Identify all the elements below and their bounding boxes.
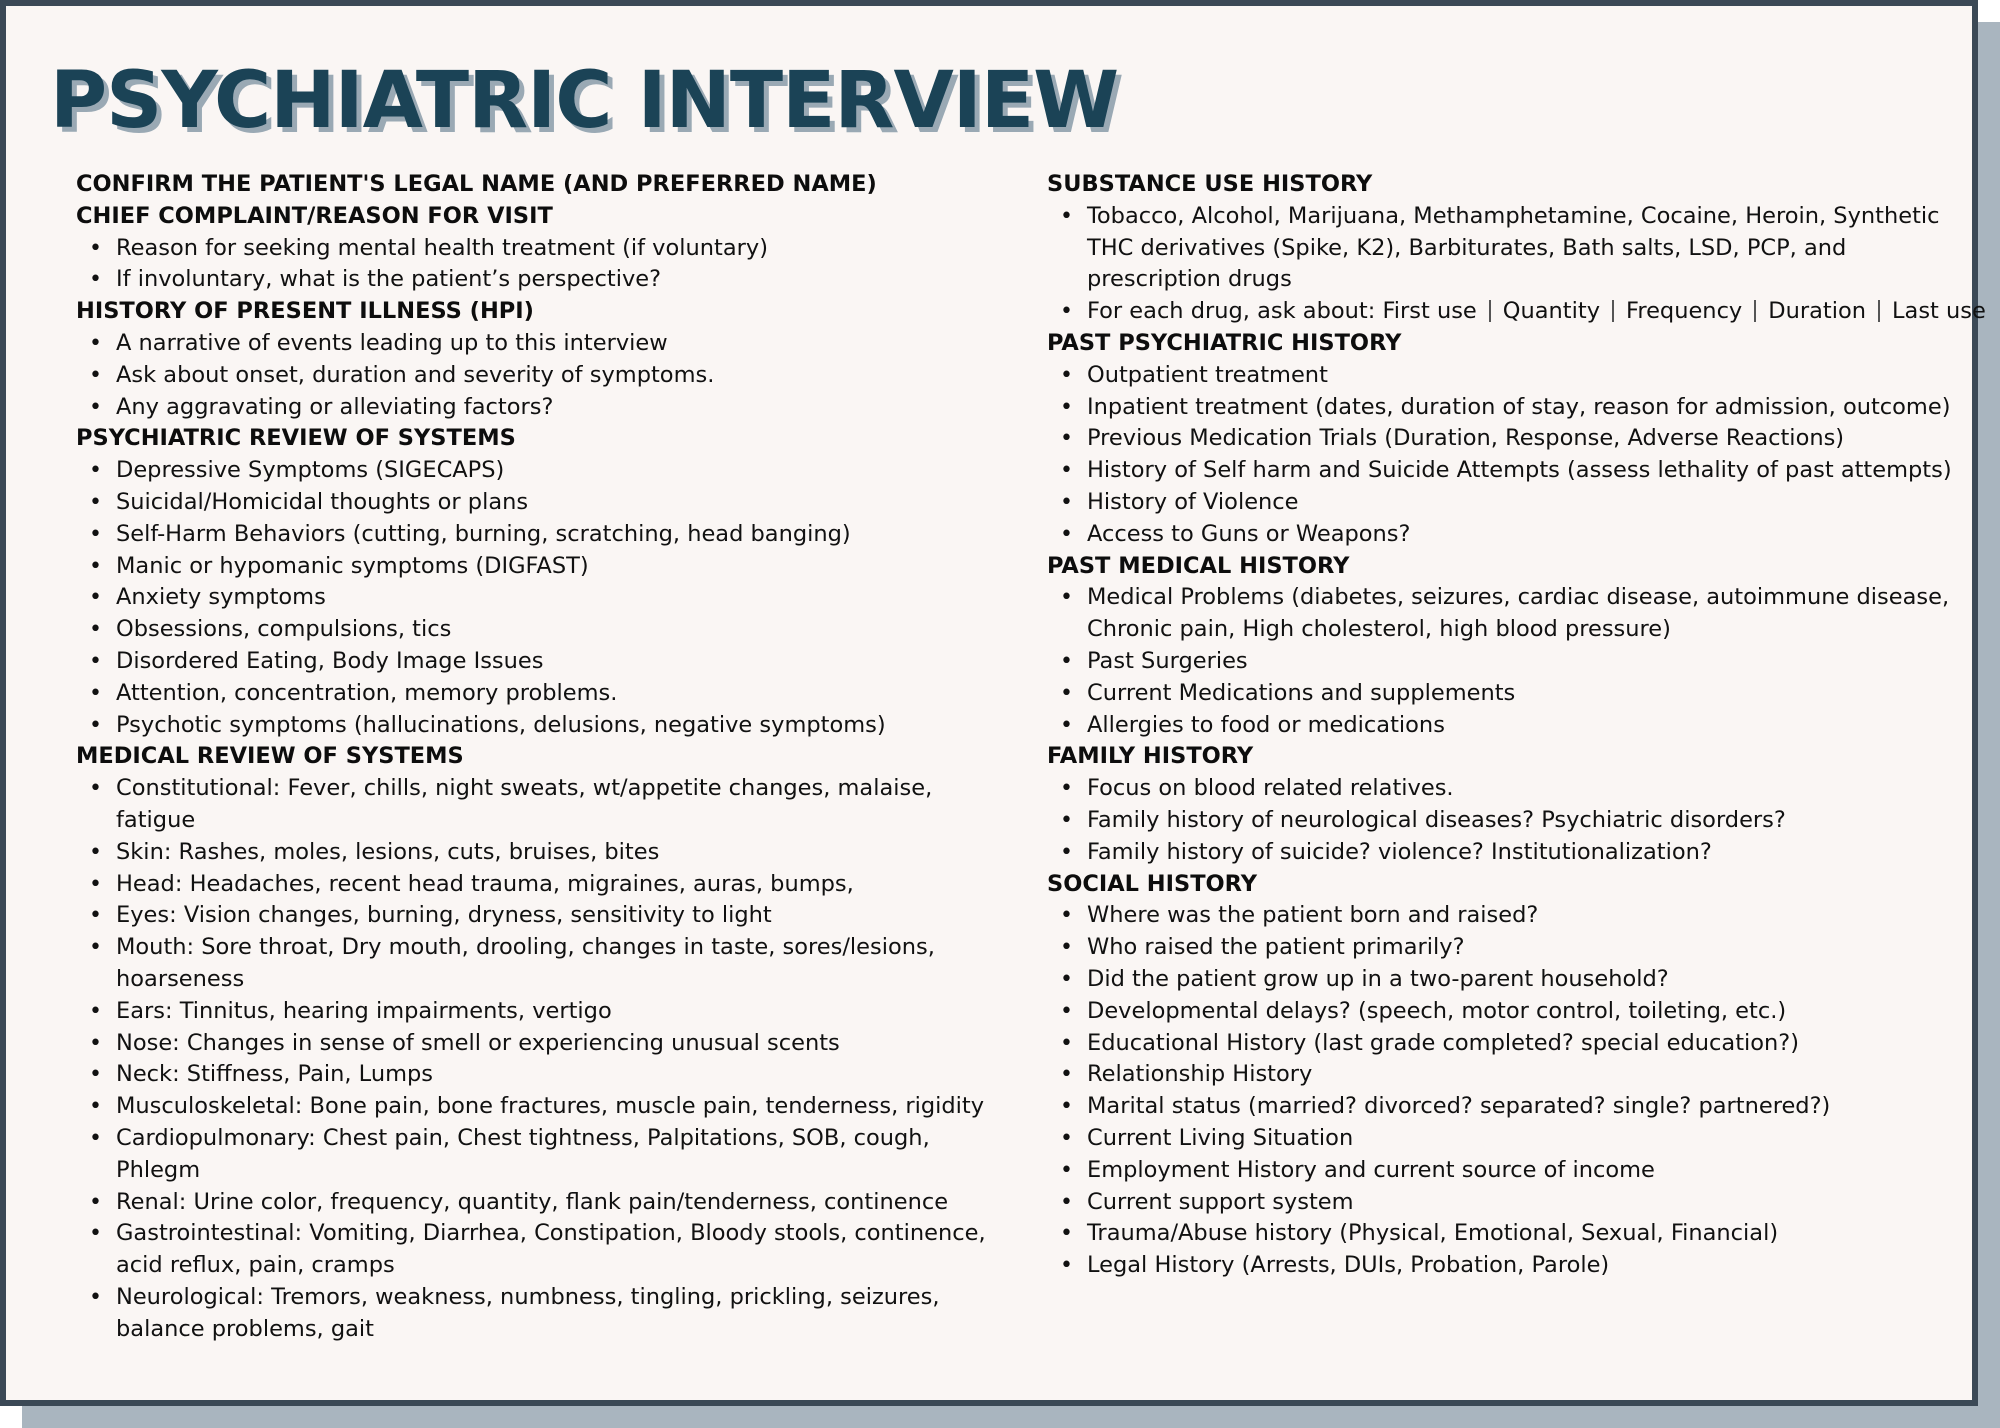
- list-item: • Access to Guns or Weapons?: [1047, 519, 1952, 551]
- list-item: • Employment History and current source of income: [1047, 1155, 1952, 1187]
- bullet-icon: •: [89, 362, 102, 388]
- bullet-icon: •: [1060, 776, 1073, 802]
- bullet-icon: •: [1060, 712, 1073, 738]
- list-item: • Developmental delays? (speech, motor control, toileting, etc.): [1047, 996, 1952, 1028]
- list-item: • Neurological: Tremors, weakness, numbness, tingling, prickling, seizures, balance problems, gait: [89, 1283, 940, 1342]
- bullet-icon: •: [1060, 839, 1073, 865]
- list-item: • History of Self harm and Suicide Attempts (assess lethality of past attempts): [1047, 455, 1952, 487]
- bullet-list: [76, 773, 1016, 1345]
- list-item: • Educational History (last grade completed? special education?): [1047, 1028, 1952, 1060]
- list-item: • A narrative of events leading up to this interview: [76, 328, 1016, 360]
- bullet-icon: •: [1060, 1062, 1073, 1088]
- list-item: • If involuntary, what is the patient’s perspective?: [76, 264, 1016, 296]
- list-item: • Musculoskeletal: Bone pain, bone fractures, muscle pain, tenderness, rigidity: [76, 1091, 1016, 1123]
- list-item: • Outpatient treatment: [1047, 360, 1952, 392]
- page-title: PSYCHIATRIC INTERVIEW: [50, 56, 1119, 146]
- list-item: • Anxiety symptoms: [76, 582, 1016, 614]
- list-item: • Mouth: Sore throat, Dry mouth, drooling, changes in taste, sores/lesions, hoarseness: [89, 934, 935, 992]
- bullet-icon: •: [89, 267, 102, 293]
- section-heading: CONFIRM THE PATIENT'S LEGAL NAME (AND PREFERRED NAME): [76, 171, 877, 197]
- section-heading: MEDICAL REVIEW OF SYSTEMS: [76, 743, 464, 770]
- list-item: • Reason for seeking mental health treatment (if voluntary): [76, 233, 1016, 265]
- list-item: • Trauma/Abuse history (Physical, Emotional, Sexual, Financial): [1047, 1218, 1952, 1250]
- bullet-icon: •: [1060, 426, 1073, 452]
- section-heading: SUBSTANCE USE HISTORY: [1047, 171, 1373, 197]
- bullet-icon: •: [89, 235, 102, 261]
- bullet-icon: •: [1060, 203, 1073, 229]
- list-item: • Past Surgeries: [1047, 646, 1952, 678]
- list-item: • Nose: Changes in sense of smell or experiencing unusual scents: [76, 1028, 1016, 1060]
- list-item: • Neck: Stiffness, Pain, Lumps: [76, 1059, 1016, 1091]
- bullet-icon: •: [1060, 1030, 1073, 1056]
- bullet-list: [76, 233, 1016, 297]
- section-chief-complaint: [76, 201, 1016, 296]
- list-item: • Who raised the patient primarily?: [1047, 932, 1952, 964]
- section-legal-name: [76, 169, 1016, 201]
- list-item: • Constitutional: Fever, chills, night sweats, wt/appetite changes, malaise, fatigue: [89, 775, 933, 833]
- bullet-icon: •: [1060, 299, 1073, 325]
- list-item: • Eyes: Vision changes, burning, dryness, sensitivity to light: [76, 900, 1016, 932]
- bullet-icon: •: [1060, 394, 1073, 420]
- list-item: • Skin: Rashes, moles, lesions, cuts, bruises, bites: [76, 837, 1016, 869]
- section-heading: PAST MEDICAL HISTORY: [1047, 552, 1350, 579]
- bullet-icon: •: [89, 458, 102, 484]
- bullet-icon: •: [1060, 807, 1073, 833]
- list-item: • Cardiopulmonary: Chest pain, Chest tightness, Palpitations, SOB, cough, Phlegm: [89, 1124, 930, 1183]
- bullet-list: [1047, 360, 1952, 551]
- list-item: • Medical Problems (diabetes, seizures, cardiac disease, autoimmune disease, Chronic pain, High cholesterol, high blood pressure): [1060, 584, 1950, 643]
- bullet-icon: •: [1060, 1189, 1073, 1215]
- list-item: • Current Medications and supplements: [1047, 678, 1952, 710]
- bullet-icon: •: [89, 648, 102, 674]
- bullet-icon: •: [1060, 966, 1073, 992]
- bullet-icon: •: [1060, 680, 1073, 706]
- bullet-icon: •: [89, 394, 102, 420]
- bullet-icon: •: [89, 330, 102, 356]
- bullet-icon: •: [1060, 362, 1073, 388]
- separator: [1612, 300, 1614, 322]
- bullet-icon: •: [89, 1284, 102, 1310]
- bullet-icon: •: [1060, 1253, 1073, 1279]
- bullet-list: [76, 455, 1016, 741]
- list-item: • Family history of neurological diseases? Psychiatric disorders?: [1047, 805, 1952, 837]
- right-column: [1047, 169, 1986, 1282]
- list-item: • Family history of suicide? violence? Institutionalization?: [1047, 837, 1952, 869]
- list-item: • Attention, concentration, memory problems.: [76, 678, 1016, 710]
- bullet-icon: •: [89, 871, 102, 897]
- bullet-icon: •: [89, 776, 102, 802]
- bullet-icon: •: [1060, 489, 1073, 515]
- list-item: • History of Violence: [1047, 487, 1952, 519]
- list-item: • Psychotic symptoms (hallucinations, delusions, negative symptoms): [76, 710, 1016, 742]
- bullet-list: [1047, 582, 1952, 741]
- bullet-icon: •: [89, 1062, 102, 1088]
- bullet-icon: •: [1060, 521, 1073, 547]
- bullet-icon: •: [89, 935, 102, 961]
- bullet-icon: •: [1060, 903, 1073, 929]
- bullet-icon: •: [1060, 1221, 1073, 1247]
- list-item: • Focus on blood related relatives.: [1047, 773, 1952, 805]
- bullet-icon: •: [89, 1094, 102, 1120]
- bullet-icon: •: [89, 1125, 102, 1151]
- bullet-list: [76, 328, 1016, 423]
- section-hpi: [76, 296, 1016, 423]
- bullet-icon: •: [1060, 998, 1073, 1024]
- list-item: • Ask about onset, duration and severity of symptoms.: [76, 360, 1016, 392]
- section-heading: FAMILY HISTORY: [1047, 743, 1254, 770]
- list-item: • Tobacco, Alcohol, Marijuana, Methamphetamine, Cocaine, Heroin, Synthetic THC derivatives (Spike, K2), Barbiturates, Bath salts, LSD, PCP, and prescription drugs: [1060, 202, 1940, 293]
- left-column: [76, 169, 1016, 1345]
- bullet-icon: •: [89, 553, 102, 579]
- list-item: • Depressive Symptoms (SIGECAPS): [76, 455, 1016, 487]
- separator: [1754, 300, 1756, 322]
- section-psychiatric-ros: [76, 423, 1016, 741]
- section-substance-use: [1047, 169, 1986, 328]
- section-heading: SOCIAL HISTORY: [1047, 870, 1258, 897]
- list-item: • Current Living Situation: [1047, 1123, 1952, 1155]
- bullet-icon: •: [89, 839, 102, 865]
- bullet-icon: •: [1060, 648, 1073, 674]
- list-item: • Renal: Urine color, frequency, quantity, flank pain/tenderness, continence: [76, 1187, 1016, 1219]
- section-past-psychiatric: [1047, 328, 1952, 551]
- bullet-icon: •: [89, 1189, 102, 1215]
- separator: [1489, 300, 1491, 322]
- list-item: • Legal History (Arrests, DUIs, Probation, Parole): [1047, 1250, 1952, 1282]
- bullet-icon: •: [1060, 1157, 1073, 1183]
- bullet-list: [1047, 900, 1952, 1282]
- separator: [1878, 300, 1880, 322]
- bullet-icon: •: [89, 617, 102, 643]
- list-item: • Previous Medication Trials (Duration, Response, Adverse Reactions): [1047, 423, 1952, 455]
- list-item: • Where was the patient born and raised?: [1047, 900, 1952, 932]
- bullet-icon: •: [1060, 1094, 1073, 1120]
- bullet-icon: •: [89, 998, 102, 1024]
- list-item: • Marital status (married? divorced? separated? single? partnered?): [1047, 1091, 1952, 1123]
- list-item: • Did the patient grow up in a two-parent household?: [1047, 964, 1952, 996]
- list-item: • Current support system: [1047, 1187, 1952, 1219]
- bullet-icon: •: [1060, 458, 1073, 484]
- section-social-history: [1047, 869, 1952, 1282]
- section-heading: HISTORY OF PRESENT ILLNESS (HPI): [76, 298, 534, 325]
- bullet-icon: •: [89, 712, 102, 738]
- bullet-list: [1047, 201, 1986, 328]
- section-heading: PAST PSYCHIATRIC HISTORY: [1047, 329, 1402, 356]
- bullet-icon: •: [89, 903, 102, 929]
- list-item: • Gastrointestinal: Vomiting, Diarrhea, Constipation, Bloody stools, continence, acid reflux, pain, cramps: [89, 1220, 986, 1279]
- bullet-icon: •: [89, 1221, 102, 1247]
- list-item: • Self-Harm Behaviors (cutting, burning, scratching, head banging): [76, 519, 1016, 551]
- list-item: • Ears: Tinnitus, hearing impairments, vertigo: [76, 996, 1016, 1028]
- bullet-icon: •: [89, 489, 102, 515]
- list-item: • Relationship History: [1047, 1059, 1952, 1091]
- section-heading: CHIEF COMPLAINT/REASON FOR VISIT: [76, 202, 553, 229]
- bullet-icon: •: [89, 585, 102, 611]
- list-item: • Allergies to food or medications: [1047, 710, 1952, 742]
- bullet-icon: •: [1060, 585, 1073, 611]
- bullet-icon: •: [1060, 935, 1073, 961]
- section-past-medical: [1047, 551, 1952, 742]
- bullet-icon: •: [1060, 1125, 1073, 1151]
- list-item: • Manic or hypomanic symptoms (DIGFAST): [76, 551, 1016, 583]
- section-heading: PSYCHIATRIC REVIEW OF SYSTEMS: [76, 425, 516, 452]
- list-item: • Inpatient treatment (dates, duration of stay, reason for admission, outcome): [1047, 392, 1952, 424]
- bullet-icon: •: [89, 680, 102, 706]
- list-item: • Obsessions, compulsions, tics: [76, 614, 1016, 646]
- list-item-drug-questions: • For each drug, ask about: First use Quantity Frequency Duration Last use: [1047, 296, 1952, 328]
- list-item: • Head: Headaches, recent head trauma, migraines, auras, bumps,: [76, 869, 1016, 901]
- section-medical-ros: [76, 741, 1016, 1345]
- bullet-icon: •: [89, 1030, 102, 1056]
- section-family-history: [1047, 741, 1952, 868]
- list-item: • Disordered Eating, Body Image Issues: [76, 646, 1016, 678]
- bullet-list: [1047, 773, 1952, 868]
- list-item: • Any aggravating or alleviating factors?: [76, 392, 1016, 424]
- list-item: • Suicidal/Homicidal thoughts or plans: [76, 487, 1016, 519]
- bullet-icon: •: [89, 521, 102, 547]
